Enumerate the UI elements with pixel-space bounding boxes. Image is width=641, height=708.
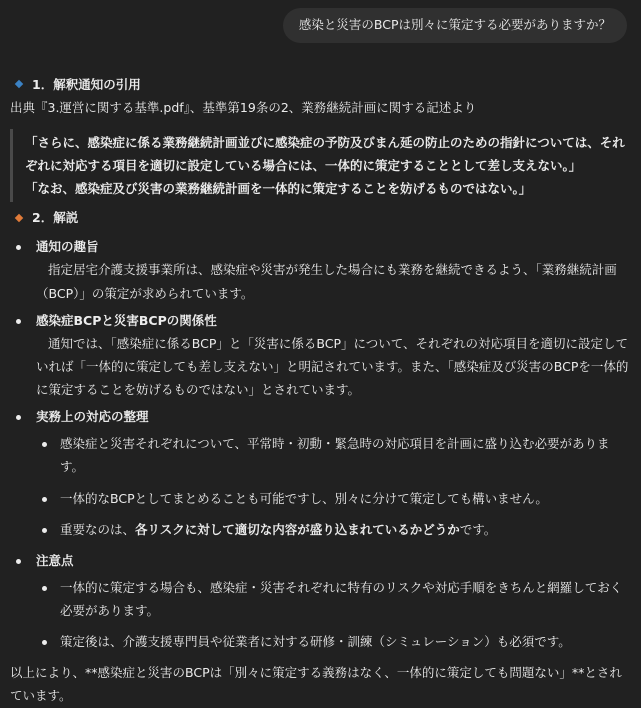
item-title: 感染症BCPと災害BCPの関係性: [36, 312, 217, 328]
quote-line: 「さらに、感染症に係る業務継続計画並びに感染症の予防及びまん延の防止のための指針については、それぞれに対応する項目を適切に設定している場合には、一体的に策定することとして差し支えない。」: [25, 134, 625, 173]
sub-item-emphasis: 各リスクに対して適切な内容が盛り込まれているかどうか: [135, 521, 460, 537]
conclusion-text: 以上により、**感染症と災害のBCPは「別々に策定する義務はなく、一体的に策定しても問題ない」**とされています。: [10, 665, 622, 704]
section-heading-text: 2．解説: [32, 210, 79, 226]
user-message-row: [0, 0, 641, 43]
section-heading-explanation: [14, 206, 631, 229]
quote-line: 「なお、感染症及び災害の業務継続計画を一体的に策定することを妨げるものではない。」: [25, 181, 532, 196]
list-item: [10, 309, 631, 402]
sub-list-item: [36, 518, 631, 541]
explanation-list: [10, 235, 631, 653]
sub-item-suffix: です。: [459, 521, 497, 537]
blue-diamond-icon: [15, 80, 23, 88]
user-message-bubble: 感染と災害のBCPは別々に策定する必要がありますか？: [283, 8, 627, 43]
sub-list: [36, 432, 631, 541]
sub-list-item: 一体的なBCPとしてまとめることも可能ですし、別々に分けて策定しても構いません。: [36, 487, 631, 510]
item-title: 通知の趣旨: [36, 239, 99, 255]
list-item: [10, 235, 631, 304]
sub-list-item: 感染症と災害それぞれについて、平常時・初動・緊急時の対応項目を計画に盛り込む必要があります。: [36, 432, 631, 478]
source-line: 出典『3.運営に関する基準.pdf』、基準第19条の2、業務継続計画に関する記述より: [10, 99, 477, 115]
item-body: 指定居宅介護支援事業所は、感染症や災害が発生した場合にも業務を継続できるよう、「業務継続計画（BCP）」の策定が求められています。: [36, 262, 617, 301]
sub-list-item: 一体的に策定する場合も、感染症・災害それぞれに特有のリスクや対応手順をきちんと網羅しておく必要があります。: [36, 576, 631, 622]
quote-block: [10, 129, 631, 202]
item-title: 実務上の対応の整理: [36, 409, 149, 425]
section-heading-text: 1．解釈通知の引用: [32, 76, 141, 92]
list-item: [10, 549, 631, 654]
sub-list: [36, 576, 631, 653]
assistant-answer: [0, 73, 641, 708]
sub-list-item: 策定後は、介護支援専門員や従業者に対する研修・訓練（シミュレーション）も必須です。: [36, 630, 631, 653]
item-title: 注意点: [36, 552, 74, 568]
item-body: 通知では、「感染症に係るBCP」と「災害に係るBCP」について、それぞれの対応項目を適切に設定していれば「一体的に策定しても差し支えない」と明記されています。また、「感染症及び災害のBCPを一体的に策定することを妨げるものではない」とされています。: [36, 335, 629, 397]
section-heading-citation: [14, 73, 631, 96]
orange-diamond-icon: [15, 213, 23, 221]
sub-item-prefix: 重要なのは、: [60, 521, 136, 537]
list-item: [10, 405, 631, 541]
